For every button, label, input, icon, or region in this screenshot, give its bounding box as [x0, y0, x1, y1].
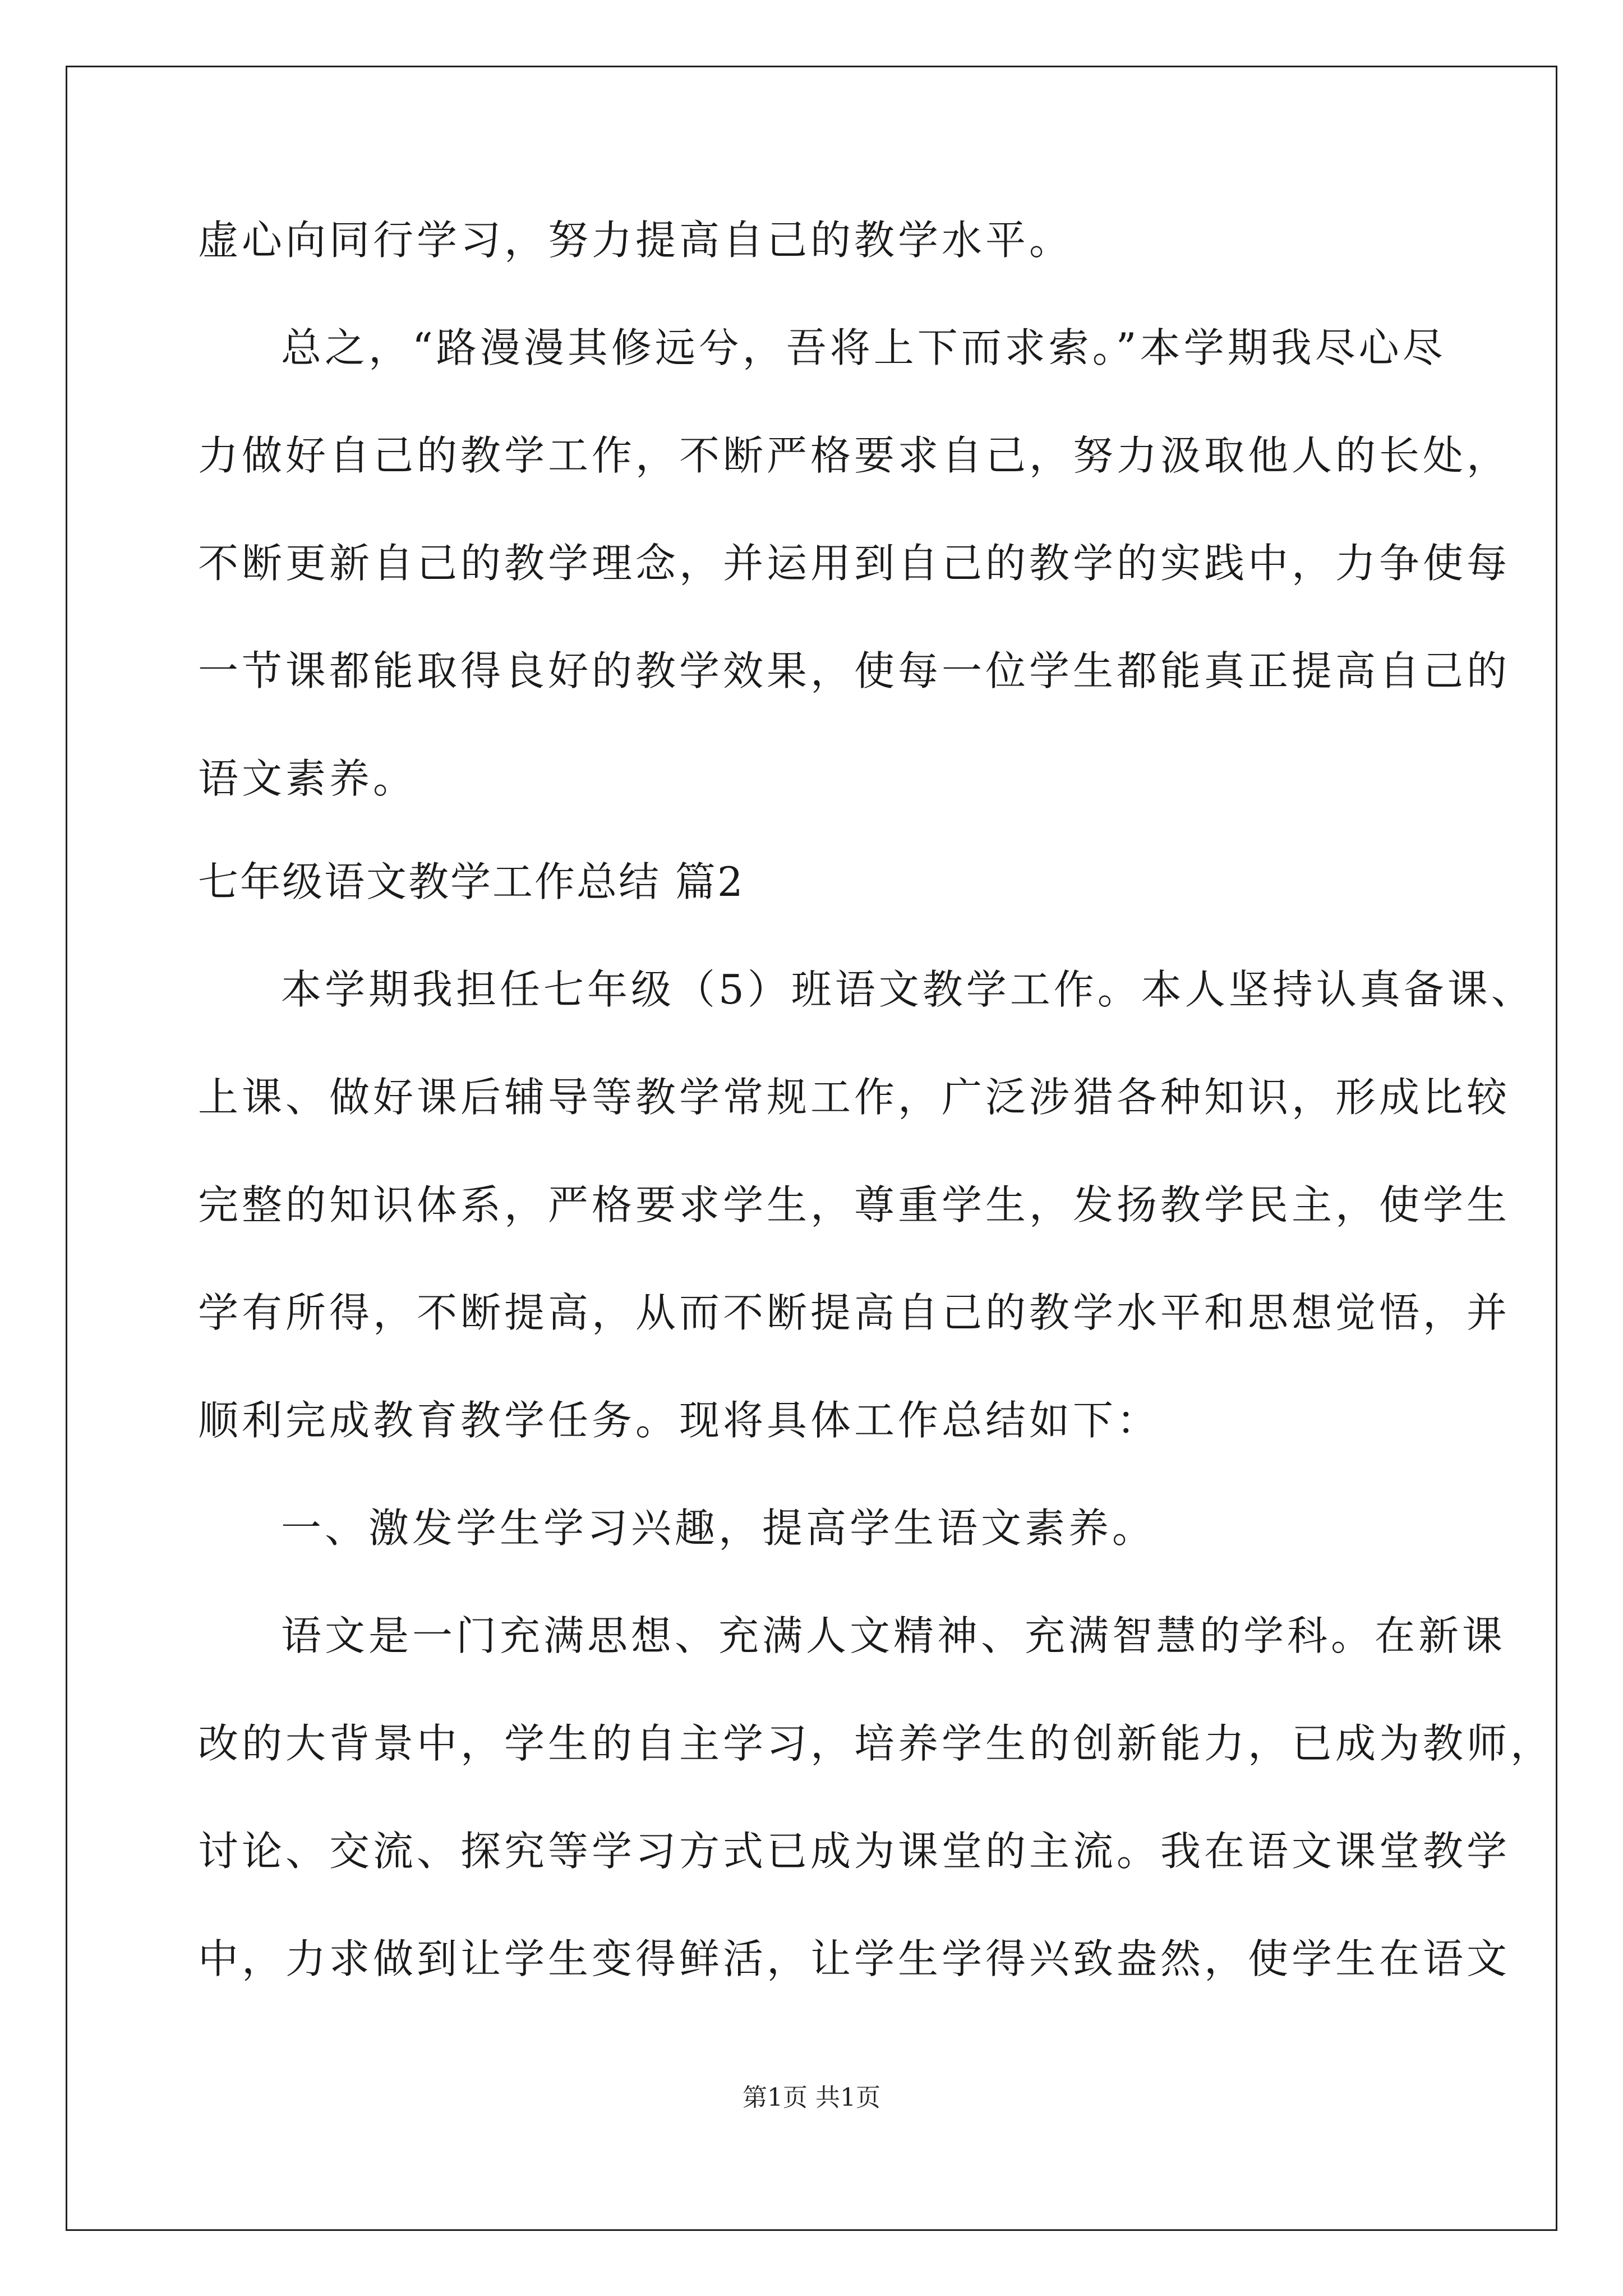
paragraph-line: 不断更新自己的教学理念，并运用到自己的教学的实践中，力争使每 [198, 540, 1511, 587]
paragraph-line: 中，力求做到让学生变得鲜活，让学生学得兴致盎然，使学生在语文 [198, 1935, 1511, 1982]
paragraph-line: 语文素养。 [198, 755, 417, 802]
paragraph-line: 总之，“路漫漫其修远兮，吾将上下而求索。”本学期我尽心尽 [281, 324, 1446, 371]
paragraph-line: 虚心向同行学习，努力提高自己的教学水平。 [198, 217, 1073, 264]
paragraph-line: 顺利完成教育教学任务。现将具体工作总结如下： [198, 1397, 1161, 1444]
paragraph-line: 一节课都能取得良好的教学效果，使每一位学生都能真正提高自己的 [198, 647, 1511, 694]
page-border [66, 66, 1557, 2231]
paragraph-line: 学有所得，不断提高，从而不断提高自己的教学水平和思想觉悟，并 [198, 1289, 1511, 1336]
paragraph-line: 完整的知识体系，严格要求学生，尊重学生，发扬教学民主，使学生 [198, 1181, 1511, 1228]
section-heading: 七年级语文教学工作总结 篇2 [198, 858, 745, 905]
paragraph-line: 讨论、交流、探究等学习方式已成为课堂的主流。我在语文课堂教学 [198, 1828, 1511, 1875]
paragraph-line: 改的大背景中，学生的自主学习，培养学生的创新能力，已成为教师， [198, 1720, 1555, 1767]
subheading-line: 一、激发学生学习兴趣，提高学生语文素养。 [281, 1504, 1156, 1552]
paragraph-line: 力做好自己的教学工作，不断严格要求自己，努力汲取他人的长处， [198, 432, 1511, 479]
paragraph-line: 上课、做好课后辅导等教学常规工作，广泛涉猎各种知识，形成比较 [198, 1074, 1511, 1121]
page-number-footer: 第1页 共1页 [743, 2083, 880, 2112]
paragraph-line: 语文是一门充满思想、充满人文精神、充满智慧的学科。在新课 [281, 1612, 1506, 1659]
paragraph-line: 本学期我担任七年级（5）班语文教学工作。本人坚持认真备课、 [281, 966, 1535, 1013]
